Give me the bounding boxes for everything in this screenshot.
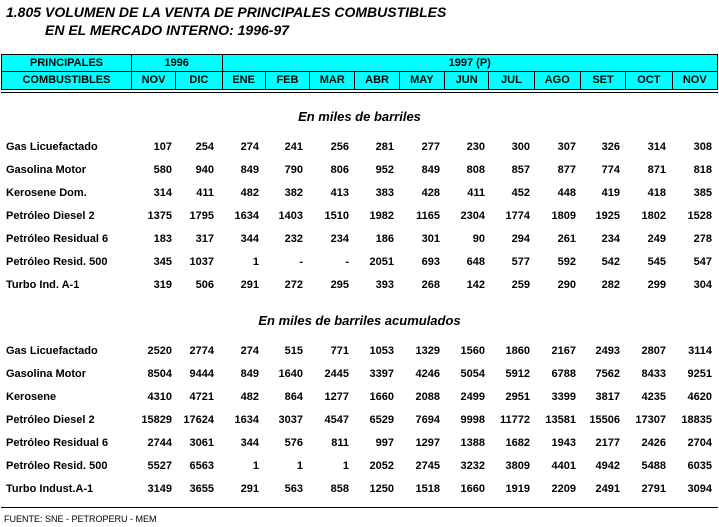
value-cell: 234 [601,233,620,245]
value-cell: 1277 [324,391,349,403]
row-label: Gas Licuefactado [6,345,98,357]
value-cell: 291 [240,483,259,495]
table-title-text: VOLUMEN DE LA VENTA DE PRINCIPALES COMBUSTIBLES [45,4,447,20]
month-header: DIC [176,72,222,90]
value-cell: 849 [240,368,259,380]
table-row [0,233,719,249]
value-cell: 1165 [416,210,440,222]
month-header: OCT [626,72,672,90]
value-cell: 1053 [369,345,394,357]
value-cell: 1375 [147,210,172,222]
value-cell: 3037 [278,414,303,426]
value-cell: 864 [284,391,303,403]
value-cell: 304 [693,279,712,291]
value-cell: 345 [153,256,172,268]
value-cell: 294 [511,233,530,245]
value-cell: 15829 [141,414,172,426]
value-cell: 3817 [595,391,620,403]
value-cell: 4310 [147,391,172,403]
value-cell: 419 [601,187,620,199]
value-cell: 3149 [147,483,172,495]
value-cell: 542 [601,256,620,268]
value-cell: 326 [601,141,620,153]
value-cell: 648 [466,256,485,268]
value-cell: 7694 [415,414,440,426]
value-cell: 2744 [147,437,172,449]
value-cell: 592 [557,256,576,268]
month-header: NOV [131,72,175,90]
row-label: Petróleo Residual 6 [6,233,109,245]
value-cell: 411 [196,187,214,199]
value-cell: 307 [557,141,576,153]
value-cell: 857 [511,164,530,176]
value-cell: 515 [284,345,303,357]
value-cell: 849 [240,164,259,176]
table-row [0,210,719,226]
value-cell: 1774 [505,210,530,222]
value-cell: 1388 [460,437,485,449]
value-cell: 254 [195,141,214,153]
value-cell: 3061 [189,437,214,449]
row-label: Petróleo Diesel 2 [6,414,95,426]
value-cell: 1809 [551,210,576,222]
value-cell: 448 [557,187,576,199]
value-cell: 3094 [687,483,712,495]
value-cell: 4401 [551,460,576,472]
value-cell: 5054 [460,368,485,380]
value-cell: 580 [153,164,172,176]
value-cell: 17624 [183,414,214,426]
value-cell: 4235 [641,391,666,403]
table-row [0,187,719,203]
value-cell: 1329 [415,345,440,357]
value-cell: 274 [240,345,259,357]
value-cell: 1682 [505,437,530,449]
value-cell: 1919 [505,483,530,495]
value-cell: 277 [421,141,440,153]
value-cell: 393 [375,279,394,291]
value-cell: 301 [421,233,440,245]
value-cell: 1037 [189,256,214,268]
value-cell: 183 [153,233,172,245]
value-cell: 2088 [415,391,440,403]
table-row [0,483,719,499]
value-cell: 877 [557,164,576,176]
value-cell: 808 [466,164,485,176]
value-cell: 9998 [460,414,485,426]
value-cell: 1795 [189,210,214,222]
value-cell: 17307 [635,414,666,426]
value-cell: 261 [557,233,576,245]
value-cell: 3655 [189,483,214,495]
value-cell: 2304 [460,210,485,222]
value-cell: 290 [557,279,576,291]
month-header: NOV [672,72,717,90]
value-cell: 1528 [687,210,712,222]
value-cell: 1634 [234,414,259,426]
value-cell: 1 [296,460,303,472]
value-cell: 2745 [415,460,440,472]
value-cell: 4620 [687,391,712,403]
value-cell: 300 [511,141,530,153]
column-header-table [1,54,718,90]
row-label: Petróleo Residual 6 [6,437,109,449]
value-cell: 2951 [505,391,530,403]
section-title: En miles de barriles [298,109,421,124]
value-cell: 1982 [369,210,394,222]
value-cell: 1403 [278,210,303,222]
section-title: En miles de barriles acumulados [258,313,461,328]
header-year-1996: 1996 [131,55,222,72]
value-cell: 577 [511,256,530,268]
value-cell: 871 [647,164,666,176]
table-title-line2: EN EL MERCADO INTERNO: 1996-97 [45,22,290,38]
month-header: JUN [445,72,489,90]
value-cell: 186 [375,233,394,245]
value-cell: 413 [330,187,349,199]
value-cell: 3397 [369,368,394,380]
month-header: AGO [534,72,580,90]
value-cell: 5488 [641,460,666,472]
value-cell: 2209 [551,483,576,495]
value-cell: 1660 [460,483,485,495]
value-cell: 858 [330,483,349,495]
value-cell: 1510 [324,210,349,222]
value-cell: 90 [472,233,485,245]
value-cell: 2493 [595,345,620,357]
value-cell: 2052 [369,460,394,472]
value-cell: 5912 [505,368,530,380]
value-cell: 230 [466,141,485,153]
value-cell: 7562 [595,368,620,380]
value-cell: 1518 [415,483,440,495]
value-cell: 6035 [687,460,712,472]
value-cell: 2499 [460,391,485,403]
row-label: Petróleo Diesel 2 [6,210,95,222]
value-cell: 849 [421,164,440,176]
value-cell: 4942 [595,460,620,472]
value-cell: 2445 [324,368,349,380]
table-row [0,141,719,157]
value-cell: 563 [284,483,303,495]
value-cell: 1 [342,460,349,472]
value-cell: 428 [421,187,440,199]
value-cell: 6788 [551,368,576,380]
value-cell: 382 [284,187,303,199]
month-header: ENE [222,72,265,90]
value-cell: 319 [153,279,172,291]
value-cell: 317 [195,233,214,245]
value-cell: 3232 [460,460,485,472]
value-cell: 547 [693,256,712,268]
value-cell: 1 [252,460,259,472]
value-cell: 268 [421,279,440,291]
value-cell: 344 [240,437,259,449]
value-cell: 274 [240,141,259,153]
row-label: Turbo Indust.A-1 [6,483,94,495]
value-cell: 299 [647,279,666,291]
value-cell: 9251 [687,368,712,380]
month-header: FEB [265,72,309,90]
value-cell: 234 [330,233,349,245]
table-row [0,256,719,272]
value-cell: 107 [153,141,172,153]
value-cell: 256 [330,141,349,153]
table-bottom-rule [1,507,718,508]
value-cell: 142 [466,279,485,291]
value-cell: 4246 [415,368,440,380]
value-cell: 2704 [687,437,712,449]
value-cell: 1943 [551,437,576,449]
value-cell: 452 [511,187,530,199]
month-header: JUL [489,72,534,90]
value-cell: 2177 [595,437,620,449]
value-cell: 2774 [189,345,214,357]
value-cell: 15506 [589,414,620,426]
table-number: 1.805 [6,4,42,20]
value-cell: 314 [647,141,666,153]
value-cell: 278 [693,233,712,245]
value-cell: 790 [284,164,303,176]
value-cell: 8504 [147,368,172,380]
value-cell: 259 [511,279,530,291]
value-cell: 3114 [688,345,712,357]
value-cell: 1860 [505,345,530,357]
table-row [0,345,719,361]
value-cell: 482 [240,391,259,403]
row-label: Petróleo Resid. 500 [6,256,108,268]
value-cell: 6563 [189,460,214,472]
value-cell: 383 [375,187,394,199]
value-cell: 241 [284,141,303,153]
table-row [0,279,719,295]
value-cell: 818 [693,164,712,176]
value-cell: 1660 [369,391,394,403]
month-header: MAR [310,72,355,90]
value-cell: 5527 [147,460,172,472]
value-cell: 774 [601,164,620,176]
value-cell: 308 [693,141,712,153]
value-cell: 9444 [189,368,214,380]
value-cell: 693 [421,256,440,268]
value-cell: 1802 [641,210,666,222]
value-cell: 272 [284,279,303,291]
value-cell: 385 [693,187,712,199]
month-header: ABR [355,72,399,90]
value-cell: 771 [330,345,349,357]
value-cell: 1925 [595,210,620,222]
value-cell: 6529 [369,414,394,426]
header-label-bottom: COMBUSTIBLES [2,72,132,90]
value-cell: 1297 [415,437,440,449]
value-cell: 576 [284,437,303,449]
header-label-top: PRINCIPALES [2,55,132,72]
table-row [0,460,719,476]
value-cell: 291 [240,279,259,291]
value-cell: 2491 [595,483,620,495]
value-cell: 418 [647,187,666,199]
value-cell: 4721 [189,391,214,403]
value-cell: 482 [240,187,259,199]
value-cell: 2791 [641,483,666,495]
table-row [0,414,719,430]
value-cell: 1634 [234,210,259,222]
header-bottom-rule [1,92,718,93]
value-cell: 1250 [369,483,394,495]
value-cell: 282 [601,279,620,291]
value-cell: 545 [647,256,666,268]
value-cell: 281 [375,141,394,153]
value-cell: 4547 [324,414,349,426]
value-cell: 1560 [460,345,485,357]
row-label: Kerosene Dom. [6,187,87,199]
table-row [0,437,719,453]
table-row [0,164,719,180]
value-cell: 2051 [369,256,394,268]
month-header: SET [580,72,625,90]
value-cell: 1 [252,256,259,268]
value-cell: 1640 [278,368,303,380]
value-cell: 314 [153,187,172,199]
value-cell: 18835 [681,414,712,426]
source-note: FUENTE: SNE - PETROPERU - MEM [4,514,157,524]
row-label: Petróleo Resid. 500 [6,460,108,472]
value-cell: 11772 [500,414,530,426]
table-row [0,368,719,384]
value-cell: 13581 [545,414,576,426]
row-label: Gas Licuefactado [6,141,98,153]
value-cell: 806 [330,164,349,176]
value-cell: 232 [284,233,303,245]
value-cell: 2807 [641,345,666,357]
month-header: MAY [399,72,444,90]
value-cell: 3399 [551,391,576,403]
value-cell: 940 [195,164,214,176]
value-cell: 295 [330,279,349,291]
value-cell: 411 [467,187,485,199]
value-cell: 2167 [551,345,576,357]
row-label: Kerosene [6,391,57,403]
value-cell: 997 [375,437,394,449]
value-cell: 506 [195,279,214,291]
value-cell: - [345,256,349,268]
value-cell: 811 [331,437,349,449]
table-row [0,391,719,407]
value-cell: 249 [647,233,666,245]
value-cell: 2426 [641,437,666,449]
value-cell: - [299,256,303,268]
row-label: Gasolina Motor [6,368,87,380]
value-cell: 2520 [147,345,172,357]
value-cell: 3809 [505,460,530,472]
value-cell: 8433 [641,368,666,380]
table-title-line1 [6,4,446,20]
row-label: Turbo Ind. A-1 [6,279,80,291]
value-cell: 952 [375,164,394,176]
header-year-1997: 1997 (P) [222,55,717,72]
row-label: Gasolina Motor [6,164,87,176]
value-cell: 344 [240,233,259,245]
